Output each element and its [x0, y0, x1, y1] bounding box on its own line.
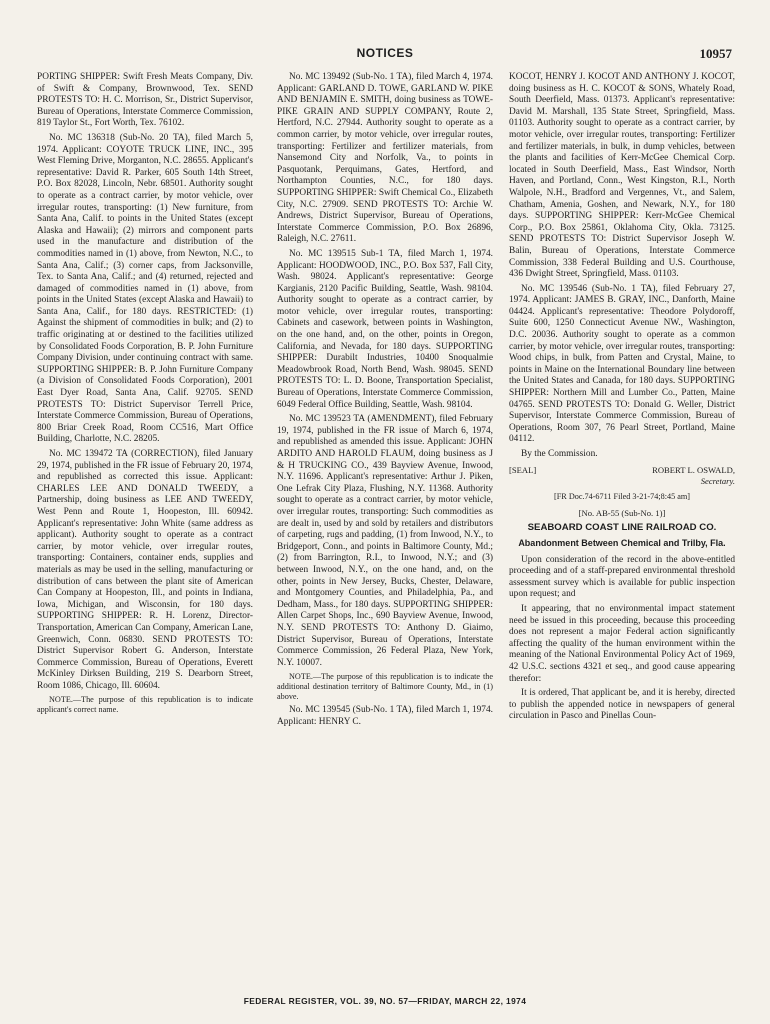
seal: [SEAL]: [509, 464, 537, 475]
note: NOTE.—The purpose of this republication is to indicate the additional destination territory of Baltimore County, Md., in (1) above.: [277, 672, 493, 702]
paragraph: It is ordered, That applicant be, and it is hereby, directed to publish the appended notice in newspapers of general circulation in Pasco and Pinellas Coun-: [509, 688, 735, 722]
paragraph: No. MC 139546 (Sub-No. 1 TA), filed February 27, 1974. Applicant: JAMES B. GRAY, INC., Danforth, Maine 04424. Applicant's representative: Theodore Polydoroff, Suite 600, 1250 Connecticut Avenue NW., Washington, D.C. 20036. Authority sought to operate as a common carrier, by motor vehicle, over irregular routes, transporting: Wood chips, in bulk, from Patten and Crystal, Maine, to points in Maine on the International Boundary line between the United States and Canada, for 180 days. SUPPORTING SHIPPER: Northern Mill and Lumber Co., Patten, Maine 04765. SEND PROTESTS TO: Donald G. Weller, District Supervisor, Interstate Commerce Commission, Bureau of Operations, Room 307, 76 Pearl Street, Portland, Maine 04112.: [509, 283, 735, 445]
signer-title: Secretary.: [700, 476, 735, 487]
paragraph: It appearing, that no environmental impact statement need be issued in this proceeding, because this proceeding does not represent a major Federal action significantly affecting the quality of the human environment within the meaning of the National Environmental Policy Act of 1969, 42 U.S.C. sections 4321 et seq., and good cause appearing therefor:: [509, 603, 735, 684]
paragraph: No. MC 139515 Sub-1 TA, filed March 1, 1974. Applicant: HOODWOOD, INC., P.O. Box 537, Fall City, Wash. 98024. Applicant's representative: George Kargianis, 2120 Pacific Building, Seattle, Wash. 98104. Authority sought to operate as a contract carrier, by motor vehicle, over irregular routes, transporting: Cabinets and casework, between points in Washington, on the one hand, and, on the other, points in Oregon, California, and Nevada, for 180 days. SUPPORTING SHIPPER: Durabilt Industries, 10400 Snoqualmie Meadowbrook Road, North Bend, Wash. 98045. SEND PROTESTS TO: L. D. Boone, Transportation Specialist, Bureau of Operations, Interstate Commerce Commission, 6049 Federal Office Building, Seattle, Wash. 98104.: [277, 248, 493, 410]
subheading: Abandonment Between Chemical and Trilby, Fla.: [518, 537, 726, 548]
column-2: [277, 72, 493, 731]
paragraph: Upon consideration of the record in the above-entitled proceeding and of a staff-prepared environmental threshold assessment survey which is available for public inspection upon request; and: [509, 554, 735, 600]
signer-name: ROBERT L. OSWALD,: [652, 464, 735, 475]
column-1: [37, 72, 253, 718]
paragraph: No. MC 139545 (Sub-No. 1 TA), filed March 1, 1974. Applicant: HENRY C.: [277, 705, 493, 727]
page-header: [0, 46, 770, 64]
paragraph: No. MC 139523 TA (AMENDMENT), filed February 19, 1974, published in the FR issue of March 6, 1974, and republished as amended this issue. Applicant: JOHN ARDITO AND HAROLD FLAUM, doing business as J & H TRUCKING CO., 439 Bayview Avenue, Inwood, N.Y. 11696. Applicant's representative: Arthur J. Piken, One Lefrak City Plaza, Flushing, N.Y. 11368. Authority sought to operate as a contract carrier, by motor vehicle, over irregular routes, transporting: Such commodities as are dealt in, used by and sold by retailers and distributors of carpeting, rugs and padding, (1) from Inwood, N.Y., to Bridgeport, Conn., and points in Baltimore County, Md.; (2) from Barrington, R.I., to Inwood, N.Y.; and (3) between Inwood, N.Y., on the one hand, and, on the other, points in New Jersey, Bucks, Chester, Delaware, and Montgomery Counties, and Philadelphia, Pa., and Dedham, Mass., for 180 days. SUPPORTING SHIPPER: Allen Carpet Shops, Inc., 690 Bayview Avenue, Inwood, N.Y. SEND PROTESTS TO: Anthony D. Giaimo, District Supervisor, Bureau of Operations, Interstate Commerce Commission, 26 Federal Plaza, New York, N.Y. 10007.: [277, 414, 493, 668]
signature-block: [509, 465, 735, 488]
paragraph: No. MC 139492 (Sub-No. 1 TA), filed March 4, 1974. Applicant: GARLAND D. TOWE, GARLAND W. PIKE AND BENJAMIN E. SMITH, doing business as TOWE-PIKE GRAIN AND SUPPLY COMPANY, Route 2, Hertford, N.C. 27944. Authority sought to operate as a common carrier, by motor vehicle, over irregular routes, transporting: Fertilizer and fertilizer materials, from Nansemond City and Norfolk, Va., to points in Pasquotank, Perquimans, Gates, Hertford, and Northampton Counties, N.C., for 180 days. SUPPORTING SHIPPER: Swift Chemical Co., Elizabeth City, N.C. 27909. SEND PROTESTS TO: Archie W. Andrews, District Supervisor, Bureau of Operations, Interstate Commerce Commission, P.O. Box 26896, Raleigh, N.C. 27611.: [277, 72, 493, 245]
page-footer: FEDERAL REGISTER, VOL. 39, NO. 57—FRIDAY, MARCH 22, 1974: [243, 996, 527, 1006]
by-commission: By the Commission.: [521, 449, 598, 459]
docket-number: [No. AB-55 (Sub-No. 1)]: [578, 508, 666, 519]
paragraph: No. MC 139472 TA (CORRECTION), filed January 29, 1974, published in the FR issue of February 20, 1974, and republished as corrected this issue. Applicant: CHARLES LEE AND DONALD TWEEDY, a Partnership, doing business as LEE AND TWEEDY, West Penn and Route 1, Hoopeston, Ill. 60942. Applicant's representative: John White (same address as applicant). Authority sought to operate as a contract carrier, by motor vehicle, over irregular routes, transporting: Containers, container ends, supplies and materials as may be used in the selling, manufacturing or distribution of cans between the plant site of American Can Company at Hoopeston, Ill., and points in Indiana, Iowa, Michigan, and Wisconsin, for 180 days. SUPPORTING SHIPPER: R. H. Lorenz, Director-Transportation, American Can Company, American Lane, Greenwich, Conn. 06830. SEND PROTESTS TO: District Supervisor Robert G. Anderson, Interstate Commerce Commission, Bureau of Operations, Everett McKinley Dirksen Building, 219 S. Dearborn Street, Room 1086, Chicago, Ill. 60604.: [37, 449, 253, 691]
section-title: NOTICES: [356, 46, 414, 60]
paragraph: KOCOT, HENRY J. KOCOT AND ANTHONY J. KOCOT, doing business as H. C. KOCOT & SONS, Whately Road, South Deerfield, Mass. 01373. Applicant's representative: David M. Marshall, 135 State Street, Springfield, Mass. 01103. Authority sought to operate as a contract carrier, by motor vehicle, over irregular routes, transporting: Fertilizer and fertilizer materials, in bulk, in dump vehicles, between the plants and facilities of Kerr-McGee Chemical Corp. located in South Deerfield, Mass., East Windsor, North Haven, and Portland, Conn., West Kingston, R.I., North Walpole, N.H., Bradford and Vergennes, Vt., and Salem, Chatham, Amenia, Goshen, and Newark, N.Y., for 180 days. SUPPORTING SHIPPER: Kerr-McGee Chemical Corp., P.O. Box 25861, Oklahoma City, Okla. 73125. SEND PROTESTS TO: District Supervisor Joseph W. Balin, Bureau of Operations, Interstate Commerce Commission, 338 Federal Building and U.S. Courthouse, 436 Dwight Street, Springfield, Mass. 01103.: [509, 72, 735, 280]
page-number: 10957: [699, 46, 732, 61]
paragraph: No. MC 136318 (Sub-No. 20 TA), filed March 5, 1974. Applicant: COYOTE TRUCK LINE, INC., 395 West Fleming Drive, Morganton, N.C. 28655. Applicant's representative: David R. Parker, 605 South 14th Street, P.O. Box 82028, Lincoln, Nebr. 68501. Authority sought to operate as a contract carrier, by motor vehicle, over irregular routes, transporting: (1) New furniture, from Santa Ana, Calif. to points in the United States (except Alaska and Hawaii); (2) mirrors and component parts used in the manufacture and distribution of the commodities named in (1) above, from Newton, N.C., to Santa Ana, Calif.; (3) corner caps, from Jacksonville, Tex. to Santa Ana, Calif.; and (4) returned, rejected and damaged of commodities named in (1) above, from points in the United States (except Alaska and Hawaii) to Santa Ana, Calif., for 180 days. RESTRICTED: (1) Against the shipment of commodities in bulk; and (2) to traffic originating at or destined to the facilities utilized by Consolidated Foods Corporation, B. P. John Furniture Company Division, under continuing contract with same. SUPPORTING SHIPPER: B. P. John Furniture Company (a Division of Consolidated Foods Corporation), 2001 East Dyer Road, Santa Ana, Calif. 92705. SEND PROTESTS TO: District Supervisor Terrell Price, Interstate Commerce Commission, Bureau of Operations, 800 Briar Creek Road, Room CC516, Mart Office Building, Charlotte, N.C. 28205.: [37, 132, 253, 445]
signer: [652, 465, 735, 488]
fr-doc-line: [FR Doc.74-6711 Filed 3-21-74;8:45 am]: [554, 491, 690, 501]
company-heading: SEABOARD COAST LINE RAILROAD CO.: [527, 521, 717, 533]
column-3: [509, 72, 735, 726]
paragraph: PORTING SHIPPER: Swift Fresh Meats Company, Div. of Swift & Company, Brownwood, Tex. SEND PROTESTS TO: H. C. Morrison, Sr., District Supervisor, Bureau of Operations, Interstate Commerce Commission, 819 Taylor St., Fort Worth, Tex. 76102.: [37, 72, 253, 129]
note: NOTE.—The purpose of this republication is to indicate applicant's correct name.: [37, 695, 253, 715]
